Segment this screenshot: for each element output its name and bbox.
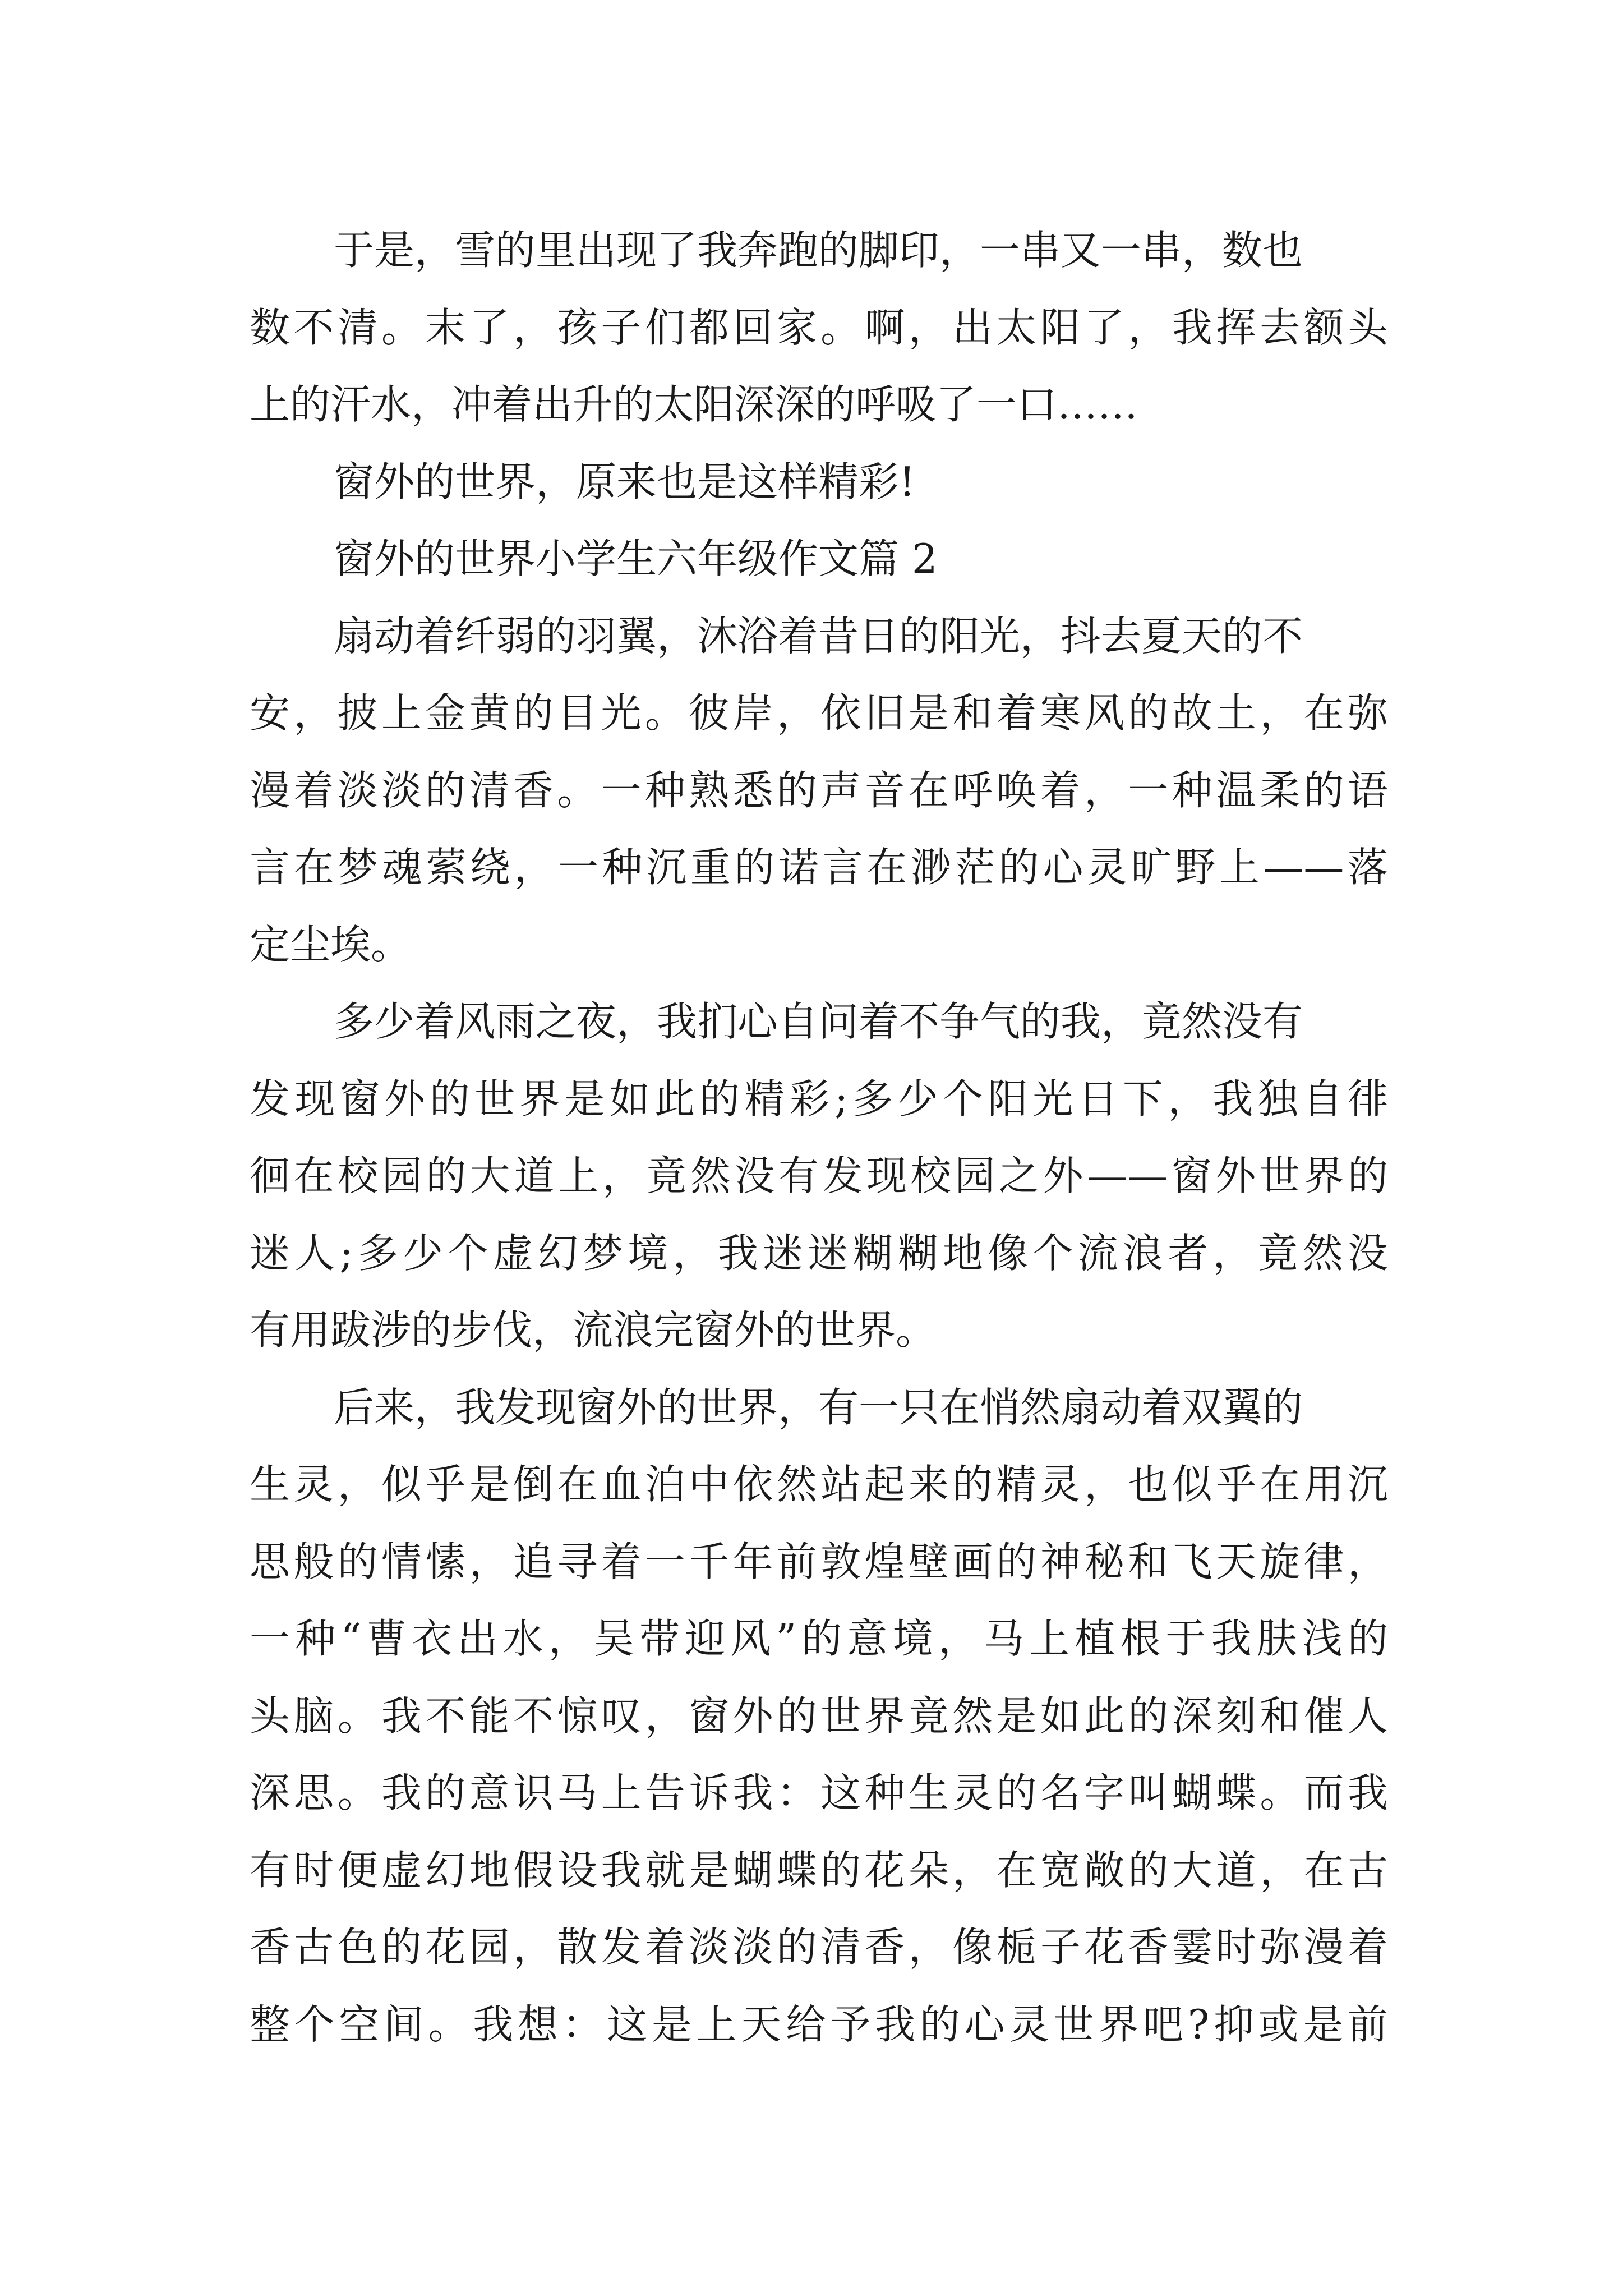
text-line: 上的汗水，冲着出升的太阳深深的呼吸了一口…… [250, 381, 1138, 428]
text-line: 有用跋涉的步伐，流浪完窗外的世界。 [250, 1306, 937, 1354]
document-body [250, 212, 1388, 2063]
text-line: 迷人;多少个虚幻梦境，我迷迷糊糊地像个流浪者，竟然没 [250, 1229, 1388, 1277]
text-line: 数不清。末了，孩子们都回家。啊，出太阳了，我挥去额头 [250, 303, 1388, 351]
text-line: 深思。我的意识马上告诉我：这种生灵的名字叫蝴蝶。而我 [250, 1769, 1388, 1816]
text-line: 一种“曹衣出水，吴带迎风”的意境，马上植根于我肤浅的 [250, 1615, 1388, 1662]
text-line: 香古色的花园，散发着淡淡的清香，像栀子花香霎时弥漫着 [250, 1924, 1388, 1971]
text-line: 扇动着纤弱的羽翼，沐浴着昔日的阳光，抖去夏天的不 [334, 612, 1303, 660]
text-line: 头脑。我不能不惊叹，窗外的世界竟然是如此的深刻和催人 [250, 1692, 1388, 1740]
text-line: 思般的情愫，追寻着一千年前敦煌壁画的神秘和飞天旋律， [250, 1538, 1388, 1585]
text-line: 发现窗外的世界是如此的精彩;多少个阳光日下，我独自徘 [250, 1075, 1388, 1122]
text-line: 有时便虚幻地假设我就是蝴蝶的花朵，在宽敞的大道，在古 [250, 1846, 1388, 1894]
text-line: 定尘埃。 [250, 921, 412, 968]
text-line: 后来，我发现窗外的世界，有一只在悄然扇动着双翼的 [334, 1383, 1303, 1431]
text-line: 整个空间。我想：这是上天给予我的心灵世界吧?抑或是前 [250, 2000, 1388, 2048]
text-line: 多少着风雨之夜，我扪心自问着不争气的我，竟然没有 [334, 998, 1303, 1045]
text-line: 言在梦魂萦绕，一种沉重的诺言在渺茫的心灵旷野上——落 [250, 844, 1388, 891]
text-line: 窗外的世界，原来也是这样精彩! [334, 458, 915, 505]
text-line: 漫着淡淡的清香。一种熟悉的声音在呼唤着，一种温柔的语 [250, 766, 1388, 814]
text-line: 于是，雪的里出现了我奔跑的脚印，一串又一串，数也 [334, 227, 1303, 274]
text-line: 安，披上金黄的目光。彼岸，依旧是和着寒风的故土，在弥 [250, 689, 1388, 737]
text-line: 徊在校园的大道上，竟然没有发现校园之外——窗外世界的 [250, 1152, 1388, 1199]
text-line: 生灵，似乎是倒在血泊中依然站起来的精灵，也似乎在用沉 [250, 1461, 1388, 1508]
section-heading: 窗外的世界小学生六年级作文篇 2 [334, 535, 938, 582]
